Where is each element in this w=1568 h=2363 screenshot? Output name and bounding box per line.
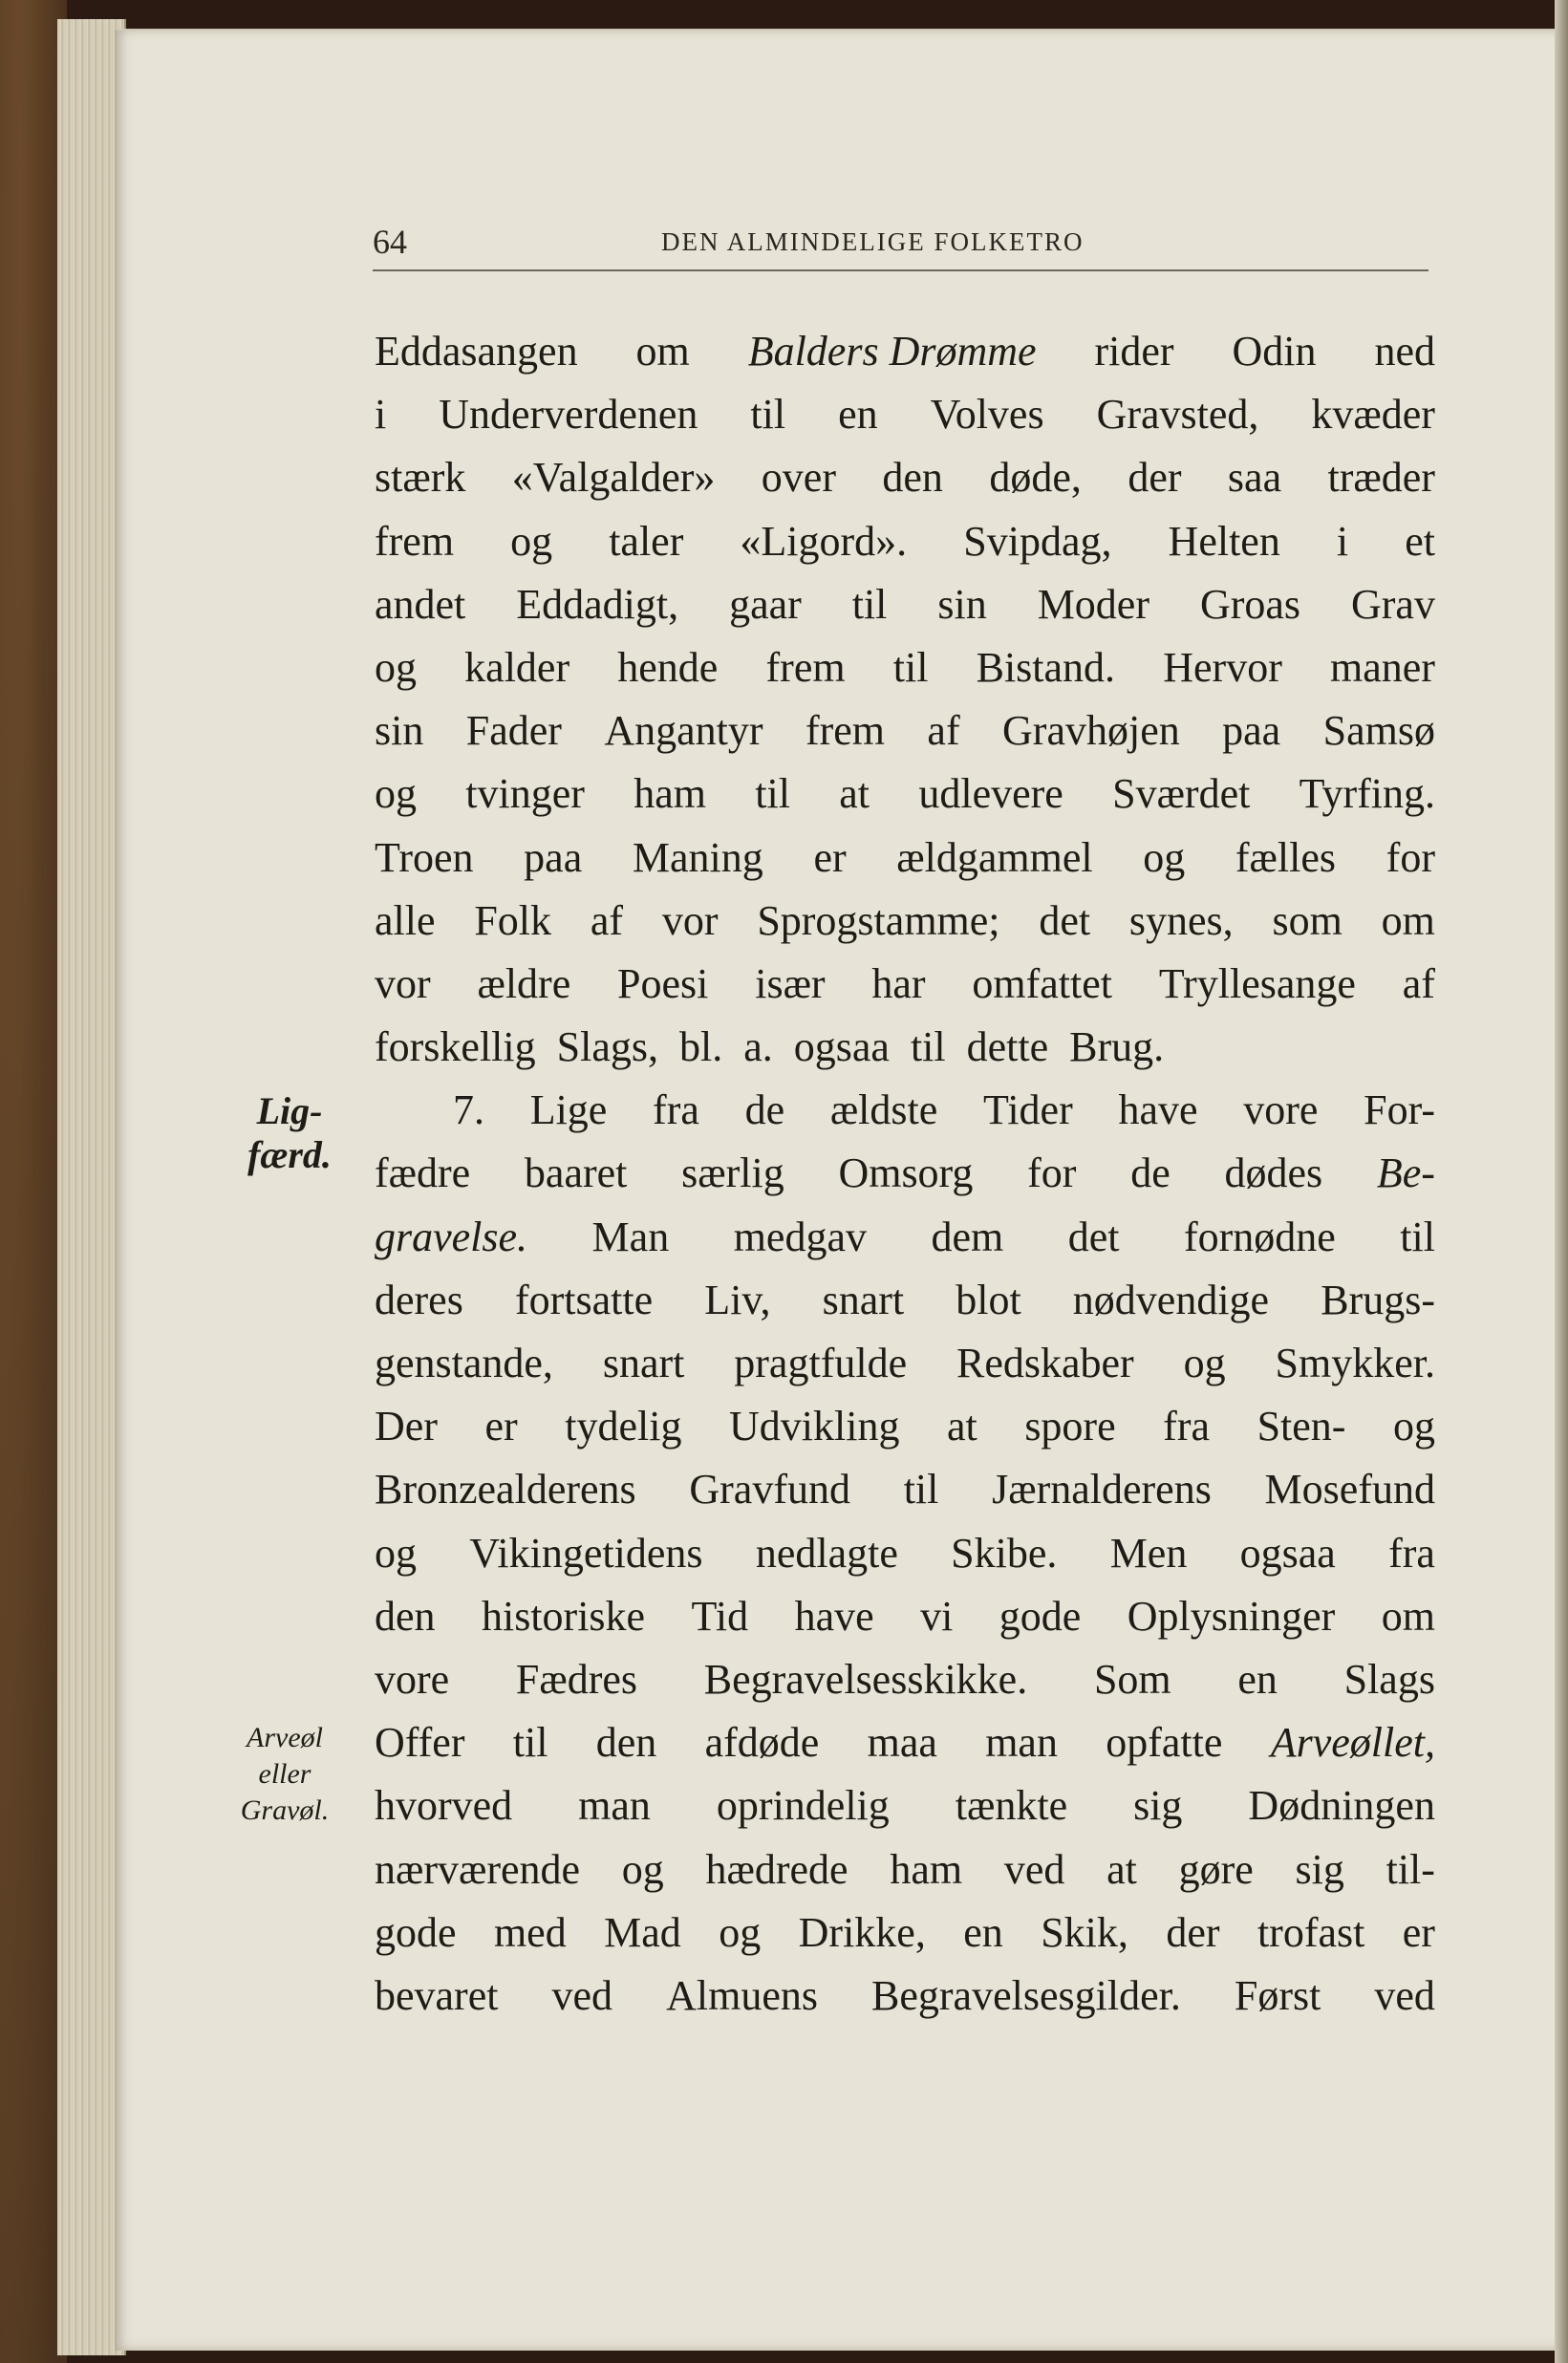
margin-note-ligfaerd	[227, 1089, 352, 1177]
word: nærværende	[375, 1845, 581, 1893]
word: sin	[375, 707, 424, 755]
word: til	[1400, 1213, 1435, 1260]
text-line	[375, 1711, 1435, 1774]
word: vi	[920, 1592, 954, 1640]
word: frem	[805, 707, 886, 755]
word: ved	[1003, 1845, 1065, 1893]
word: at	[947, 1403, 977, 1450]
text-line	[375, 510, 1435, 573]
text-line	[375, 827, 1435, 890]
word: Underverdenen	[439, 391, 698, 439]
word: fra	[1388, 1529, 1435, 1577]
word: Fædres	[515, 1655, 638, 1703]
word: omfattet	[972, 959, 1112, 1007]
word: Mad	[604, 1908, 681, 1956]
word: Eddasangen	[375, 328, 578, 375]
word: tvinger	[465, 770, 585, 818]
word: tænkte	[955, 1782, 1068, 1830]
word: der	[1166, 1908, 1220, 1956]
word: frem	[765, 643, 846, 691]
word: Begravelsesgilder.	[871, 1971, 1181, 2019]
word: for	[1385, 833, 1435, 881]
word: dette	[966, 1023, 1049, 1071]
word: Dødningen	[1248, 1782, 1435, 1830]
word: nødvendige	[1072, 1276, 1270, 1323]
word: Grav	[1351, 580, 1435, 628]
word: Offer	[375, 1719, 465, 1767]
word: med	[493, 1908, 567, 1956]
word: fornødne	[1183, 1213, 1336, 1260]
text-line	[375, 699, 1435, 763]
word: at	[1106, 1845, 1137, 1893]
word: Tryllesange	[1158, 959, 1356, 1007]
word: over	[761, 454, 836, 502]
word: især	[755, 959, 826, 1007]
word: af	[590, 896, 624, 944]
word: vor	[661, 896, 719, 944]
word: «Ligord».	[740, 517, 908, 565]
word: de	[1130, 1149, 1171, 1197]
word: Sten-	[1257, 1403, 1346, 1450]
word: ogsaa	[793, 1023, 890, 1071]
word: til	[851, 580, 888, 628]
word: Brug.	[1069, 1023, 1165, 1071]
word: fra	[653, 1086, 699, 1134]
word: vor	[375, 959, 431, 1007]
word: maner	[1330, 643, 1435, 691]
word: til	[910, 1023, 946, 1071]
word: Sprogstamme;	[757, 896, 1000, 944]
word: Omsorg	[838, 1149, 974, 1197]
text-line	[375, 1585, 1435, 1648]
word: at	[839, 770, 870, 818]
word: Helten	[1168, 517, 1280, 565]
word: ved	[1374, 1971, 1435, 2019]
word: gode	[999, 1592, 1082, 1640]
word: som	[1272, 896, 1342, 944]
word: Sværdet	[1112, 770, 1251, 818]
text-line	[375, 1965, 1435, 2028]
word: afdøde	[704, 1719, 820, 1767]
word: er	[813, 833, 847, 881]
word: Slags,	[556, 1023, 658, 1071]
text-line	[375, 763, 1435, 826]
text-line	[375, 1332, 1435, 1395]
word: hvorved	[375, 1782, 513, 1830]
word: tydelig	[565, 1403, 682, 1450]
margin-note-line: Gravøl.	[240, 1794, 330, 1826]
word: Oplysninger	[1127, 1592, 1336, 1640]
running-head	[373, 222, 1428, 271]
word: fælles	[1235, 833, 1337, 881]
word: fra	[1163, 1403, 1211, 1450]
word: a.	[743, 1023, 773, 1071]
word: et	[1405, 517, 1435, 565]
word: og	[719, 1908, 762, 1956]
word: en	[838, 391, 878, 439]
word: alle	[375, 896, 436, 944]
word: i	[1336, 517, 1349, 565]
word: der	[1128, 454, 1182, 502]
word: og	[375, 643, 417, 691]
word: paa	[524, 833, 583, 881]
page-number: 64	[373, 223, 407, 261]
word: dem	[931, 1213, 1004, 1260]
word: Man	[591, 1213, 670, 1260]
word: ham	[890, 1845, 963, 1893]
word: det	[1067, 1213, 1120, 1260]
word: vore	[1243, 1086, 1319, 1134]
text-line	[375, 1206, 1435, 1269]
word: bl.	[679, 1023, 723, 1071]
word: om	[635, 328, 690, 375]
text-line	[375, 1458, 1435, 1521]
word: Maning	[632, 833, 763, 881]
word: er	[484, 1403, 518, 1450]
word: udlevere	[918, 770, 1063, 818]
word: ham	[634, 770, 706, 818]
word: Jærnalderens	[992, 1466, 1212, 1514]
word: den	[375, 1592, 436, 1640]
text-line	[375, 1016, 1435, 1079]
word: af	[1402, 959, 1435, 1007]
word: fortsatte	[514, 1276, 654, 1323]
word: de	[744, 1086, 785, 1134]
word: stærk	[375, 454, 466, 502]
word: Gravfund	[689, 1466, 850, 1514]
word: Gravsted,	[1096, 391, 1259, 439]
word: og	[375, 1529, 417, 1577]
word: gaar	[729, 580, 802, 628]
word: 7.	[453, 1086, 484, 1134]
word: «Valgalder»	[511, 454, 716, 502]
word: Tyrfing.	[1299, 770, 1435, 818]
word: den	[882, 454, 943, 502]
word: særlig	[681, 1149, 784, 1197]
word: Gravhøjen	[1002, 707, 1180, 755]
word: have	[794, 1592, 874, 1640]
word: Bistand.	[976, 643, 1116, 691]
margin-note-arveol	[218, 1720, 352, 1829]
page-edge-shadow	[1555, 0, 1568, 2363]
margin-note-line: Arveøl	[247, 1722, 323, 1753]
word: Troen	[375, 833, 474, 881]
word: Eddadigt,	[516, 580, 679, 628]
word: Begravelsesskikke.	[703, 1655, 1028, 1703]
word: maa	[867, 1719, 937, 1767]
text-line	[375, 383, 1435, 446]
word: træder	[1327, 454, 1435, 502]
word: Slags	[1343, 1655, 1435, 1703]
word: en	[963, 1908, 1003, 1956]
word: snart	[822, 1276, 905, 1323]
word: til	[750, 391, 786, 439]
text-line	[375, 890, 1435, 953]
word: Angantyr	[604, 707, 763, 755]
word: Almuens	[666, 1971, 818, 2019]
word: Men	[1109, 1529, 1188, 1577]
text-line	[375, 1079, 1435, 1142]
word: det	[1039, 896, 1091, 944]
word: Be-	[1376, 1149, 1435, 1197]
body-text	[375, 320, 1435, 2028]
word: dødes	[1224, 1149, 1323, 1197]
word: Hervor	[1163, 643, 1282, 691]
word: historiske	[481, 1592, 646, 1640]
word: gode	[375, 1908, 457, 1956]
word: Odin	[1232, 328, 1317, 375]
word: Groas	[1199, 580, 1301, 628]
word: Fader	[465, 707, 562, 755]
word: døde,	[989, 454, 1082, 502]
word: trofast	[1257, 1908, 1365, 1956]
word: sin	[937, 580, 987, 628]
running-title: DEN ALMINDELIGE FOLKETRO	[661, 227, 1085, 256]
text-line	[375, 953, 1435, 1016]
word: Folk	[474, 896, 552, 944]
word: Mosefund	[1264, 1466, 1435, 1514]
word: ved	[551, 1971, 613, 2019]
word: Brugs-	[1321, 1276, 1435, 1323]
word: ældste	[829, 1086, 938, 1134]
word: hædrede	[705, 1845, 848, 1893]
word: blot	[956, 1276, 1021, 1323]
word: Liv,	[704, 1276, 771, 1323]
word: og	[1143, 833, 1186, 881]
word: kvæder	[1311, 391, 1435, 439]
word: Svipdag,	[963, 517, 1112, 565]
text-line	[375, 1269, 1435, 1332]
word: kalder	[464, 643, 570, 691]
word: om	[1381, 1592, 1435, 1640]
word: er	[1402, 1908, 1435, 1956]
word: Moder	[1037, 580, 1149, 628]
word: genstande,	[375, 1340, 553, 1386]
word: Udvikling	[729, 1403, 900, 1450]
word: hende	[617, 643, 719, 691]
word: sig	[1133, 1782, 1183, 1830]
word: Arveøllet,	[1270, 1719, 1435, 1767]
word: Tid	[691, 1592, 749, 1640]
word: snart	[602, 1340, 685, 1386]
word: ogsaa	[1239, 1529, 1336, 1577]
text-line	[375, 1838, 1435, 1901]
word: for	[1027, 1149, 1077, 1197]
text-line	[375, 573, 1435, 636]
word: Volves	[930, 391, 1044, 439]
text-line	[375, 1142, 1435, 1205]
word: om	[1381, 896, 1435, 944]
word: ned	[1374, 328, 1435, 375]
word: til	[512, 1719, 548, 1767]
word: Som	[1093, 1655, 1171, 1703]
word: paa	[1222, 707, 1281, 755]
word: andet	[375, 580, 466, 628]
word: fædre	[375, 1149, 471, 1197]
text-line	[375, 1901, 1435, 1965]
word: og	[621, 1845, 664, 1893]
word: nedlagte	[755, 1529, 898, 1577]
word: og	[1183, 1340, 1226, 1386]
word: Bronzealderens	[375, 1466, 636, 1514]
word: Redskaber	[956, 1340, 1134, 1386]
word: en	[1237, 1655, 1278, 1703]
word: Lige	[529, 1086, 608, 1134]
word: pragtfulde	[734, 1340, 908, 1386]
word: i	[375, 391, 387, 439]
word: gravelse.	[375, 1213, 528, 1260]
text-line	[375, 1774, 1435, 1837]
word: af	[927, 707, 960, 755]
word: den	[595, 1719, 657, 1767]
word: frem	[375, 517, 455, 565]
word: bevaret	[375, 1971, 499, 2019]
word: Skibe.	[951, 1529, 1058, 1577]
word: taler	[609, 517, 684, 565]
word: forskellig	[375, 1023, 536, 1071]
word: Samsø	[1322, 707, 1435, 755]
word: ældgammel	[896, 833, 1093, 881]
text-line	[375, 1522, 1435, 1585]
word: og	[1393, 1403, 1435, 1450]
margin-note-line: færd.	[247, 1133, 332, 1176]
word: spore	[1024, 1403, 1116, 1450]
word: og	[375, 770, 417, 818]
word: ældre	[477, 959, 571, 1007]
word: Vikingetidens	[469, 1529, 703, 1577]
margin-note-line: eller	[258, 1758, 311, 1790]
word: opfatte	[1106, 1719, 1223, 1767]
word: Først	[1234, 1971, 1321, 2019]
text-line	[375, 636, 1435, 699]
word: Drikke,	[798, 1908, 926, 1956]
word: gøre	[1178, 1845, 1254, 1893]
text-line	[375, 1395, 1435, 1458]
word: og	[510, 517, 553, 565]
word: man	[985, 1719, 1058, 1767]
text-line	[375, 1648, 1435, 1711]
word: Der	[375, 1403, 438, 1450]
word: rider	[1094, 328, 1174, 375]
word: til	[755, 770, 790, 818]
word: Skik,	[1041, 1908, 1128, 1956]
word: have	[1118, 1086, 1198, 1134]
word: Tider	[982, 1086, 1073, 1134]
word: sig	[1295, 1845, 1344, 1893]
text-line	[375, 320, 1435, 383]
word: Poesi	[617, 959, 709, 1007]
word: til	[892, 643, 929, 691]
word: til	[903, 1466, 939, 1514]
word: baaret	[524, 1149, 628, 1197]
word: til-	[1385, 1845, 1435, 1893]
word: synes,	[1128, 896, 1234, 944]
word: vore	[375, 1655, 450, 1703]
word: For-	[1364, 1086, 1435, 1134]
word: har	[871, 959, 926, 1007]
text-line	[375, 446, 1435, 509]
word: saa	[1227, 454, 1282, 502]
margin-note-line: Lig-	[256, 1089, 323, 1132]
word: oprindelig	[716, 1782, 890, 1830]
word: Balders Drømme	[747, 328, 1037, 375]
word: deres	[375, 1276, 463, 1323]
word: man	[578, 1782, 651, 1830]
word: medgav	[733, 1213, 867, 1260]
word: Smykker.	[1275, 1340, 1435, 1386]
